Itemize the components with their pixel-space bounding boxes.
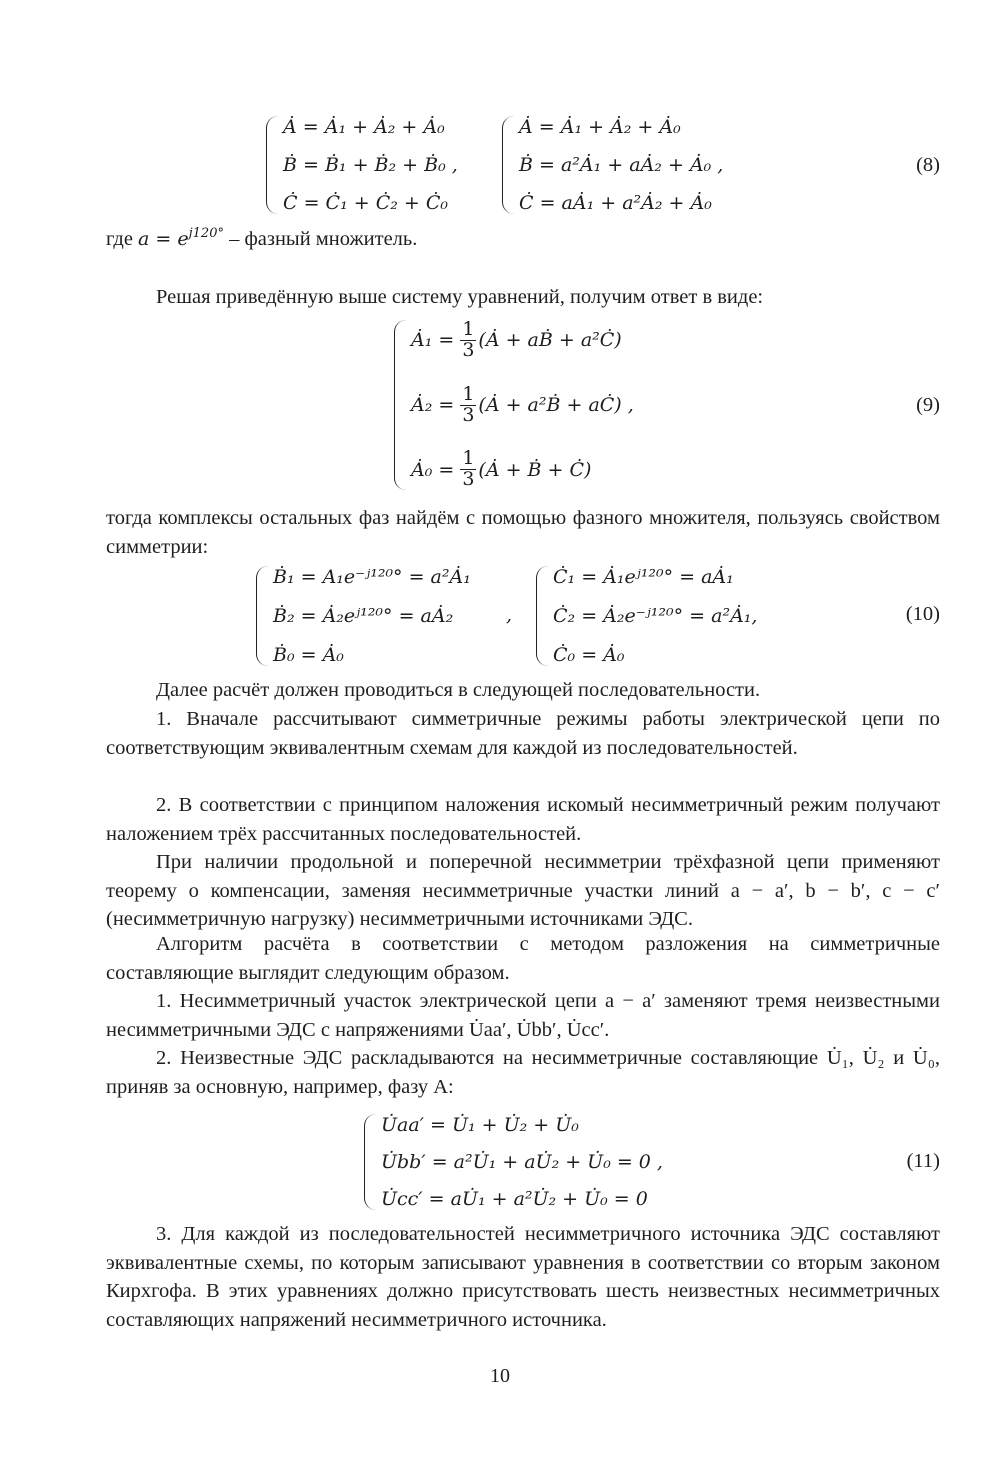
fraction — [460, 449, 476, 490]
fraction-numerator: 1 — [462, 447, 475, 470]
paragraph: тогда комплексы остальных фаз найдём с помощью фазного множителя, пользуясь свойством симметрии: — [106, 507, 940, 558]
equation-line: Ȧ = Ȧ₁ + Ȧ₂ + Ȧ₀ — [519, 116, 681, 138]
paragraph: Далее расчёт должен проводиться в следующей последовательности. — [156, 679, 761, 701]
equation-line: Ḃ = a²Ȧ₁ + aȦ₂ + Ȧ₀ , — [519, 154, 724, 176]
left-brace — [266, 116, 279, 214]
fraction-denominator: 3 — [462, 403, 475, 426]
equation-line: U̇bb′ = a²U̇₁ + aU̇₂ + U̇₀ = 0 , — [381, 1151, 663, 1173]
fraction-denominator: 3 — [462, 338, 475, 361]
equation-number: (8) — [916, 154, 940, 176]
fraction-numerator: 1 — [462, 318, 475, 340]
left-brace — [394, 320, 407, 490]
fraction — [460, 382, 476, 426]
paragraph: 3. Для каждой из последовательностей несимметричного источника ЭДС составляют эквивалентные схемы, по которым записывают уравнения в соответствии со вторым законом Кирхгофа. В этих уравнениях должно присутствовать шесть неизвестных несимметричных составляющих напряжений несимметричного источника. — [106, 1223, 940, 1331]
equation-line: U̇aa′ = U̇₁ + U̇₂ + U̇₀ — [381, 1114, 579, 1136]
equation-line: Ċ = Ċ₁ + Ċ₂ + Ċ₀ — [283, 192, 448, 214]
paragraph: Алгоритм расчёта в соответствии с методом разложения на симметричные составляющие выглядит следующим образом. — [106, 933, 940, 984]
paragraph: 1. Вначале рассчитывают симметричные режимы работы электрической цепи по соответствующим эквивалентным схемам для каждой из последовательностей. — [106, 708, 940, 759]
equation-line — [411, 320, 634, 361]
fraction — [460, 320, 476, 361]
equation-line: U̇cc′ = aU̇₁ + a²U̇₂ + U̇₀ = 0 — [381, 1188, 648, 1210]
equation-rhs: (Ȧ + aḂ + a²Ċ) — [478, 329, 622, 352]
equation-lhs: Ȧ₂ = — [411, 394, 455, 416]
equation-line — [411, 382, 634, 426]
equation-line: Ḃ₂ = Ȧ₂eʲ¹²⁰° = aȦ₂ — [273, 605, 454, 627]
equation-number: (9) — [916, 394, 940, 416]
fraction-denominator: 3 — [462, 468, 475, 491]
equation-line: Ċ₁ = Ȧ₁eʲ¹²⁰° = aȦ₁ — [553, 566, 734, 588]
equation-11-system — [364, 1114, 663, 1210]
paragraph: 2. В соответствии с принципом наложения искомый несимметричный режим получают наложением трёх рассчитанных последовательностей. — [106, 794, 940, 845]
equation-9-system — [394, 320, 634, 490]
equation-rhs: (Ȧ + Ḃ + Ċ) — [478, 458, 592, 481]
equation-8-left-system — [266, 116, 458, 214]
page-number: 10 — [490, 1365, 510, 1387]
equation-line — [411, 449, 634, 490]
equation-8-right-system — [502, 116, 723, 214]
equation-line: Ḃ₁ = A₁e⁻ʲ¹²⁰° = a²Ȧ₁ — [273, 566, 471, 588]
paragraph: 2. Неизвестные ЭДС раскладываются на несимметричные составляющие U̇₁, U̇₂ и U̇₀, приняв за основную, например, фазу A: — [106, 1047, 940, 1098]
equation-separator: , — [506, 604, 513, 626]
equation-lhs: Ȧ₀ = — [411, 458, 455, 481]
left-brace — [536, 566, 549, 666]
equation-line: Ḃ₀ = Ȧ₀ — [273, 644, 344, 666]
equation-line: Ḃ = Ḃ₁ + Ḃ₂ + Ḃ₀ , — [283, 154, 458, 176]
paragraph: Решая приведённую выше систему уравнений, получим ответ в виде: — [156, 286, 764, 308]
equation-line: Ċ₀ = Ȧ₀ — [553, 644, 625, 666]
left-brace — [256, 566, 269, 666]
paragraph: 1. Несимметричный участок электрической цепи a − a′ заменяют тремя неизвестными несимметричными ЭДС с напряжениями U̇aa′, U̇bb′, U̇cc′. — [106, 990, 940, 1041]
equation-lhs: Ȧ₁ = — [411, 329, 455, 352]
where-line: где $a = e^{j120^\circ}$ – фазный множитель. — [106, 226, 418, 250]
equation-line: Ċ = aȦ₁ + a²Ȧ₂ + Ȧ₀ — [519, 192, 712, 214]
equation-10-right-system — [536, 566, 757, 666]
equation-line: Ȧ = Ȧ₁ + Ȧ₂ + Ȧ₀ — [283, 116, 445, 138]
paragraph: При наличии продольной и поперечной несимметрии трёхфазной цепи применяют теорему о компенсации, заменяя несимметричные участки линий a − a′, b − b′, c − c′ (несимметричную нагрузку) несимметричными источниками ЭДС. — [106, 851, 940, 931]
equation-number: (11) — [906, 1150, 940, 1172]
left-brace — [502, 116, 515, 214]
equation-line: Ċ₂ = Ȧ₂e⁻ʲ¹²⁰° = a²Ȧ₁, — [553, 605, 758, 627]
equation-rhs: (Ȧ + a²Ḃ + aĊ) , — [478, 394, 634, 416]
fraction-numerator: 1 — [462, 382, 475, 405]
equation-10-left-system — [256, 566, 471, 666]
equation-number: (10) — [905, 603, 940, 625]
left-brace — [364, 1114, 377, 1210]
